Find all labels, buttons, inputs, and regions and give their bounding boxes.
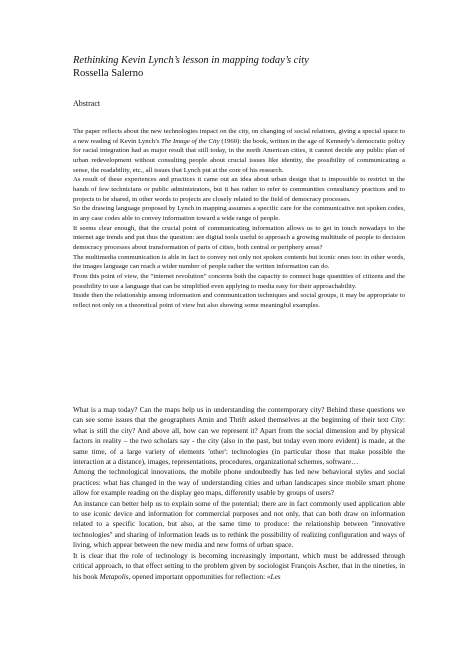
abstract-section bbox=[73, 127, 405, 310]
abstract-paragraph-3: So the drawing language proposed by Lynch in mapping assumes a specific care for the communicative not spoken codes, in any case codes able to convey information toward a wide range of people. bbox=[73, 205, 405, 222]
abstract-paragraph-4: It seems clear enough, that the crucial point of communicating information allows us to get in touch nowadays to the internet age trends and put thus the question: are digital tools useful to approach a growing multitude of people to decision democracy processes about transformation of parts of cities, both central or periphery areas? bbox=[73, 224, 405, 251]
paper-author-name: Rossella Salerno bbox=[73, 68, 144, 79]
body-p1-text-a: What is a map today? Can the maps help us in understanding the contemporary city? Behind these questions we can see some issues that the geographers Amin and Thrift asked themselves at the beginning of their text bbox=[73, 406, 405, 425]
abstract-paragraph-2: As result of these experiences and practices it came out an idea about urban design that is impossible to restrict in the hands of few technicians or public administrators, but it has rather to refer to communities consultancy practices and to projects to be shared, in other words to projects are closely related to the field of democracy processes. bbox=[73, 176, 405, 203]
paper-title bbox=[73, 54, 413, 67]
body-paragraph-2: Among the technological innovations, the mobile phone undoubtedly has led new behavioral styles and social practices: what has changed in the way of understanding cities and urban landscapes since mobile smart phone allow for example reading on the display geo maps, differently usable by groups of users? bbox=[73, 468, 405, 498]
body-p4-text-b: , opened important opportunities for reflection: « bbox=[128, 572, 271, 581]
body-section bbox=[73, 405, 405, 582]
body-paragraph-1 bbox=[73, 405, 405, 467]
body-p1-city-title: City bbox=[390, 416, 403, 425]
abstract-p1-book-title: The Image of the City bbox=[161, 137, 220, 145]
paper-author bbox=[73, 67, 413, 80]
abstract-p1-text-b: (1960): the book, written in the age of Kennedy’s democratic policy for racial integration had as major result that still today, in the north American cities, it cannot decide any public plan of urban redevelopment without consulting people about crucial issues like identity, the possibility of communicating a sense, the readability, etc., all issues that Lynch put at the core of his research. bbox=[73, 137, 405, 174]
abstract-paragraph-6: From this point of view, the “internet revolution” concerns both the capacity to connect huge quantities of citizens and the possibility to use a language that can be simplified even applying to media easy for their approachability. bbox=[73, 272, 405, 290]
abstract-heading: Abstract bbox=[73, 99, 101, 108]
body-p1-text-b: : what is still the city? And above all, how can we represent it? Apart from the social dimension and by physical factors in reality – the two scholars say - the city (also in the past, but today even more evident) is made, at the same time, of a large variety of elements 'other': technologies (in particular those that make possible the interaction at a distance), images, representations, procedures, organizational schemes, software… bbox=[73, 416, 405, 467]
abstract-paragraph-7: Inside then the relationship among information and communication techniques and social groups, it may be appropriate to reflect not only on a theoretical point of view but also showing some meaningful examples. bbox=[73, 292, 405, 309]
body-p4-book-title: Metapolis bbox=[99, 572, 129, 581]
body-paragraph-3: An instance can better help us to explain some of the potential; there are in fact commonly used application able to use iconic device and information for commercial purposes and not only, that can both draw on information related to a specific location, but also, at the same time to produce: the relationship between "innovative technologies" and sharing of information leads us to rethink the possibility of realizing configuration and ways of living, which appear between the new media and new forms of urban space. bbox=[73, 499, 405, 550]
paper-title-text: Rethinking Kevin Lynch’s lesson in mapping today’s city bbox=[73, 55, 309, 66]
body-p4-text-a: It is clear that the role of technology is becoming increasingly important, which must be addressed through critical approach, to that effect setting to the problem given by sociologist François Ascher, that in the nineties, in his book bbox=[73, 551, 405, 581]
body-p4-les: Les bbox=[270, 572, 281, 581]
abstract-paragraph-1 bbox=[73, 127, 405, 175]
abstract-paragraph-5: The multimedia communication is able in fact to convey not only not spoken contents but iconic ones too: in other words, the images language can reach a wider number of people rather the written information can do. bbox=[73, 253, 405, 271]
body-paragraph-4 bbox=[73, 551, 405, 582]
abstract-p1-text-a: The paper reflects about the new technologies impact on the city, on changing of social relations, giving a special space to a new reading of Kevin Lynch’s bbox=[73, 128, 405, 145]
